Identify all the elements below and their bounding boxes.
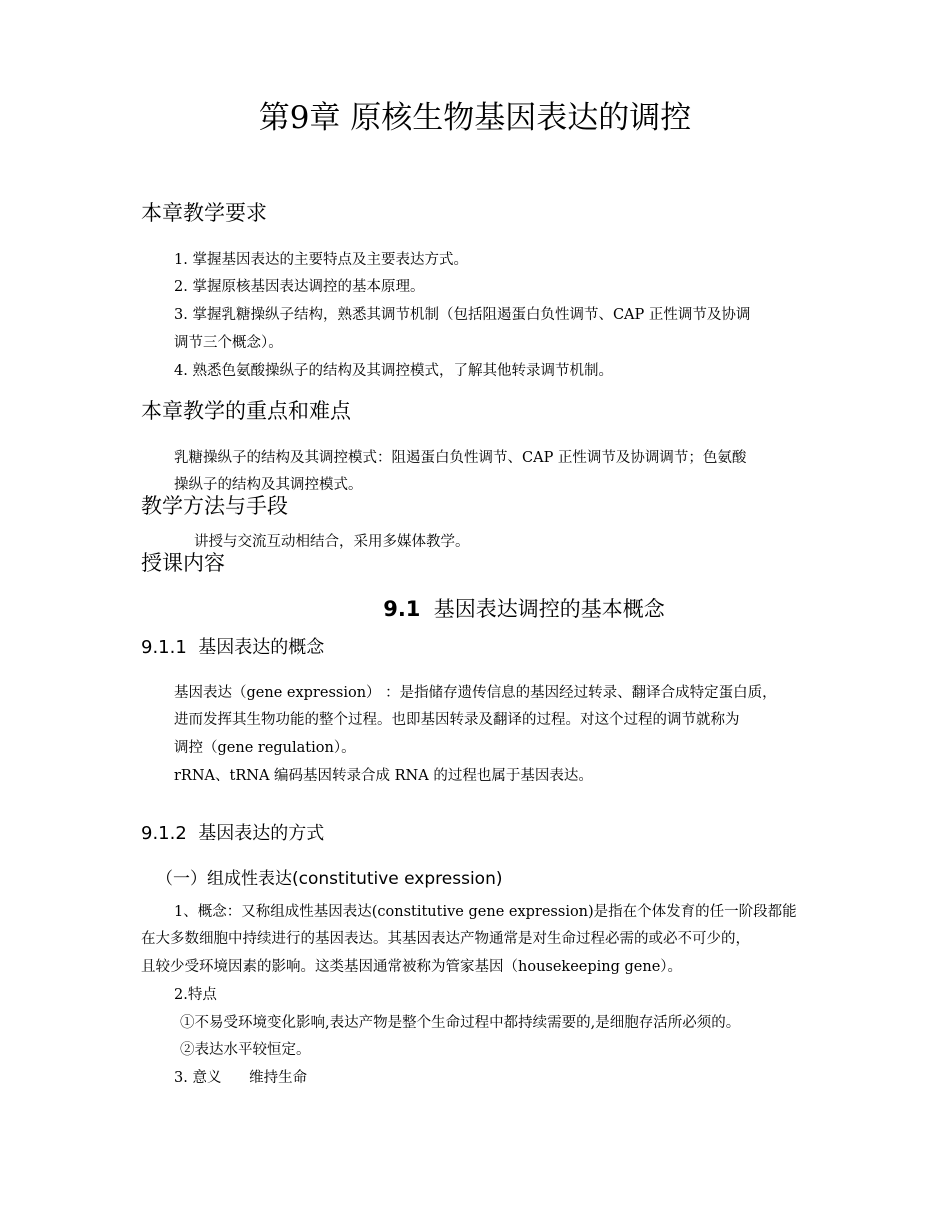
- requirement-item: 4. 熟悉色氨酸操纵子的结构及其调控模式，了解其他转录调节机制。: [174, 363, 613, 379]
- paragraph-line: 基因表达（gene expression） ：是指储存遗传信息的基因经过转录、翻译合成特定蛋白质，: [174, 685, 777, 701]
- keypoints-heading: 本章教学的重点和难点: [141, 399, 351, 423]
- paragraph-line: rRNA、tRNA 编码基因转录合成 RNA 的过程也属于基因表达。: [174, 768, 593, 784]
- paragraph-line: 进而发挥其生物功能的整个过程。也即基因转录及翻译的过程。对这个过程的调节就称为: [174, 712, 740, 728]
- content-heading: 授课内容: [141, 551, 225, 575]
- requirement-item: 2. 掌握原核基因表达调控的基本原理。: [174, 279, 425, 295]
- constitutive-expression-heading: （一）组成性表达(constitutive expression): [156, 869, 503, 889]
- feature-item: ②表达水平较恒定。: [180, 1042, 311, 1058]
- section-9-1-1-heading: [141, 636, 324, 660]
- keypoints-line: 操纵子的结构及其调控模式。: [174, 477, 363, 493]
- section-number: 9.1: [383, 597, 421, 621]
- paragraph-line: 1、概念：又称组成性基因表达(constitutive gene expression)是指在个体发育的任一阶段都能: [174, 904, 797, 920]
- requirement-item: 3. 掌握乳糖操纵子结构，熟悉其调节机制（包括阻遏蛋白负性调节、CAP 正性调节及协调: [174, 307, 751, 323]
- feature-item: ①不易受环境变化影响,表达产物是整个生命过程中都持续需要的,是细胞存活所必须的。: [180, 1015, 741, 1031]
- section-title: 基因表达的概念: [198, 637, 325, 658]
- section-9-1-heading: [0, 595, 950, 623]
- requirements-heading: 本章教学要求: [141, 201, 267, 225]
- section-title: 基因表达调控的基本概念: [433, 597, 665, 621]
- paragraph-line: 在大多数细胞中持续进行的基因表达。其基因表达产物通常是对生命过程必需的或必不可少的，: [141, 931, 750, 947]
- features-label: 2.特点: [174, 987, 217, 1003]
- keypoints-line: 乳糖操纵子的结构及其调控模式：阻遏蛋白负性调节、CAP 正性调节及协调调节；色氨酸: [174, 450, 747, 466]
- paragraph-line: 且较少受环境因素的影响。这类基因通常被称为管家基因（housekeeping gene）。: [141, 959, 683, 975]
- section-number: 9.1.2: [141, 823, 187, 844]
- paragraph-line: 调控（gene regulation）。: [174, 740, 356, 756]
- requirement-item-continued: 调节三个概念）。: [174, 335, 283, 351]
- page-title: 第9章 原核生物基因表达的调控: [258, 100, 692, 136]
- requirement-item: 1. 掌握基因表达的主要特点及主要表达方式。: [174, 252, 468, 268]
- section-number: 9.1.1: [141, 637, 187, 658]
- methods-text: 讲授与交流互动相结合，采用多媒体教学。: [194, 534, 470, 550]
- meaning-line: 3. 意义 维持生命: [174, 1070, 308, 1086]
- section-9-1-2-heading: [141, 822, 324, 846]
- methods-heading: 教学方法与手段: [141, 494, 288, 518]
- section-title: 基因表达的方式: [198, 823, 325, 844]
